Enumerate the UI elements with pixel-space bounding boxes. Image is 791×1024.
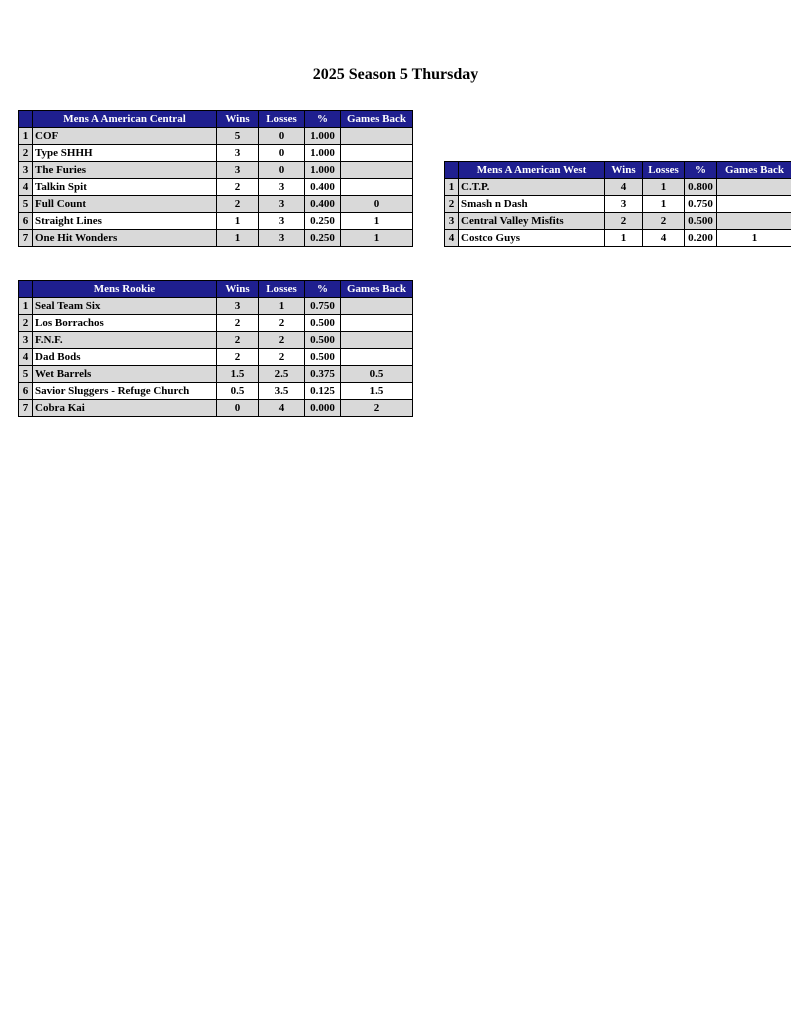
pct-cell: 1.000 [305,145,341,162]
pct-cell: 0.500 [685,213,717,230]
table-body [19,298,413,417]
table-body [445,179,791,247]
rank-cell: 1 [445,179,459,196]
games-back-cell [341,298,413,315]
table-row [19,400,413,417]
team-name-cell: Wet Barrels [33,366,217,383]
losses-cell: 3 [259,213,305,230]
pct-cell: 0.750 [305,298,341,315]
pct-cell: 0.800 [685,179,717,196]
wins-cell: 2 [605,213,643,230]
team-name-cell: COF [33,128,217,145]
wins-cell: 2 [217,349,259,366]
pct-cell: 0.500 [305,332,341,349]
games-back-cell: 0.5 [341,366,413,383]
team-name-cell: C.T.P. [459,179,605,196]
losses-cell: 2.5 [259,366,305,383]
rank-cell: 3 [19,162,33,179]
table-row [19,366,413,383]
page-title: 2025 Season 5 Thursday [312,66,479,83]
games-back-cell [341,315,413,332]
wins-column-header: Wins [217,111,259,128]
games-back-cell [341,179,413,196]
wins-cell: 3 [605,196,643,213]
wins-column-header: Wins [217,281,259,298]
pct-cell: 1.000 [305,162,341,179]
wins-cell: 2 [217,332,259,349]
team-name-cell: Straight Lines [33,213,217,230]
losses-cell: 2 [259,349,305,366]
rank-cell: 7 [19,230,33,247]
pct-column-header: % [685,162,717,179]
rank-cell: 4 [19,349,33,366]
losses-cell: 3 [259,230,305,247]
games-back-cell [341,145,413,162]
table-row [445,179,791,196]
losses-column-header: Losses [259,281,305,298]
division-name-header: Mens A American Central [33,111,217,128]
rank-cell: 1 [19,298,33,315]
wins-cell: 1 [217,230,259,247]
team-name-cell: Full Count [33,196,217,213]
wins-cell: 1 [605,230,643,247]
wins-cell: 2 [217,179,259,196]
games-back-cell [717,196,791,213]
mens-rookie-standings [18,280,413,417]
rank-cell: 2 [445,196,459,213]
wins-cell: 2 [217,196,259,213]
table-row [19,315,413,332]
team-name-cell: Seal Team Six [33,298,217,315]
losses-column-header: Losses [643,162,685,179]
losses-cell: 0 [259,162,305,179]
games-back-cell [717,179,791,196]
team-name-cell: Talkin Spit [33,179,217,196]
mens-a-american-central-standings [18,110,413,247]
table-header-row [19,111,413,128]
table-header-row [19,281,413,298]
pct-cell: 0.400 [305,179,341,196]
wins-cell: 1 [217,213,259,230]
wins-column-header: Wins [605,162,643,179]
mens-a-american-west-standings [444,161,791,247]
rank-column-header [19,111,33,128]
pct-cell: 0.500 [305,349,341,366]
wins-cell: 5 [217,128,259,145]
rank-cell: 5 [19,366,33,383]
losses-cell: 4 [643,230,685,247]
table-row [19,332,413,349]
rank-cell: 3 [445,213,459,230]
rank-cell: 2 [19,145,33,162]
wins-cell: 2 [217,315,259,332]
team-name-cell: Savior Sluggers - Refuge Church [33,383,217,400]
losses-cell: 1 [259,298,305,315]
table-row [19,179,413,196]
losses-cell: 3 [259,196,305,213]
pct-column-header: % [305,111,341,128]
table-row [19,145,413,162]
pct-cell: 0.750 [685,196,717,213]
table-row [19,298,413,315]
wins-cell: 3 [217,298,259,315]
losses-column-header: Losses [259,111,305,128]
games-back-cell [341,162,413,179]
table-row [19,383,413,400]
games-back-column-header: Games Back [341,111,413,128]
wins-cell: 1.5 [217,366,259,383]
wins-cell: 0.5 [217,383,259,400]
rank-cell: 6 [19,383,33,400]
rank-cell: 2 [19,315,33,332]
rank-cell: 3 [19,332,33,349]
games-back-cell: 1.5 [341,383,413,400]
games-back-cell: 1 [341,213,413,230]
rank-cell: 1 [19,128,33,145]
games-back-cell: 0 [341,196,413,213]
rank-column-header [19,281,33,298]
table-row [445,213,791,230]
wins-cell: 4 [605,179,643,196]
wins-cell: 0 [217,400,259,417]
losses-cell: 1 [643,179,685,196]
losses-cell: 2 [259,315,305,332]
team-name-cell: F.N.F. [33,332,217,349]
losses-cell: 4 [259,400,305,417]
rank-cell: 5 [19,196,33,213]
wins-cell: 3 [217,145,259,162]
team-name-cell: Costco Guys [459,230,605,247]
games-back-cell [717,213,791,230]
games-back-column-header: Games Back [717,162,791,179]
rank-cell: 6 [19,213,33,230]
table-row [19,196,413,213]
pct-cell: 1.000 [305,128,341,145]
games-back-cell: 2 [341,400,413,417]
pct-cell: 0.200 [685,230,717,247]
table-row [19,162,413,179]
losses-cell: 3 [259,179,305,196]
table-row [19,349,413,366]
games-back-column-header: Games Back [341,281,413,298]
games-back-cell [341,128,413,145]
rank-cell: 4 [445,230,459,247]
pct-column-header: % [305,281,341,298]
losses-cell: 0 [259,128,305,145]
division-name-header: Mens A American West [459,162,605,179]
team-name-cell: The Furies [33,162,217,179]
losses-cell: 0 [259,145,305,162]
pct-cell: 0.500 [305,315,341,332]
games-back-cell: 1 [717,230,791,247]
pct-cell: 0.000 [305,400,341,417]
team-name-cell: One Hit Wonders [33,230,217,247]
losses-cell: 3.5 [259,383,305,400]
pct-cell: 0.250 [305,213,341,230]
team-name-cell: Cobra Kai [33,400,217,417]
team-name-cell: Smash n Dash [459,196,605,213]
games-back-cell [341,349,413,366]
table-row [19,230,413,247]
losses-cell: 2 [259,332,305,349]
division-name-header: Mens Rookie [33,281,217,298]
losses-cell: 1 [643,196,685,213]
team-name-cell: Type SHHH [33,145,217,162]
team-name-cell: Central Valley Misfits [459,213,605,230]
losses-cell: 2 [643,213,685,230]
rank-column-header [445,162,459,179]
pct-cell: 0.375 [305,366,341,383]
table-row [445,230,791,247]
wins-cell: 3 [217,162,259,179]
pct-cell: 0.400 [305,196,341,213]
games-back-cell [341,332,413,349]
table-header-row [445,162,791,179]
team-name-cell: Dad Bods [33,349,217,366]
team-name-cell: Los Borrachos [33,315,217,332]
games-back-cell: 1 [341,230,413,247]
table-row [19,128,413,145]
table-row [445,196,791,213]
pct-cell: 0.125 [305,383,341,400]
pct-cell: 0.250 [305,230,341,247]
table-body [19,128,413,247]
rank-cell: 7 [19,400,33,417]
rank-cell: 4 [19,179,33,196]
table-row [19,213,413,230]
